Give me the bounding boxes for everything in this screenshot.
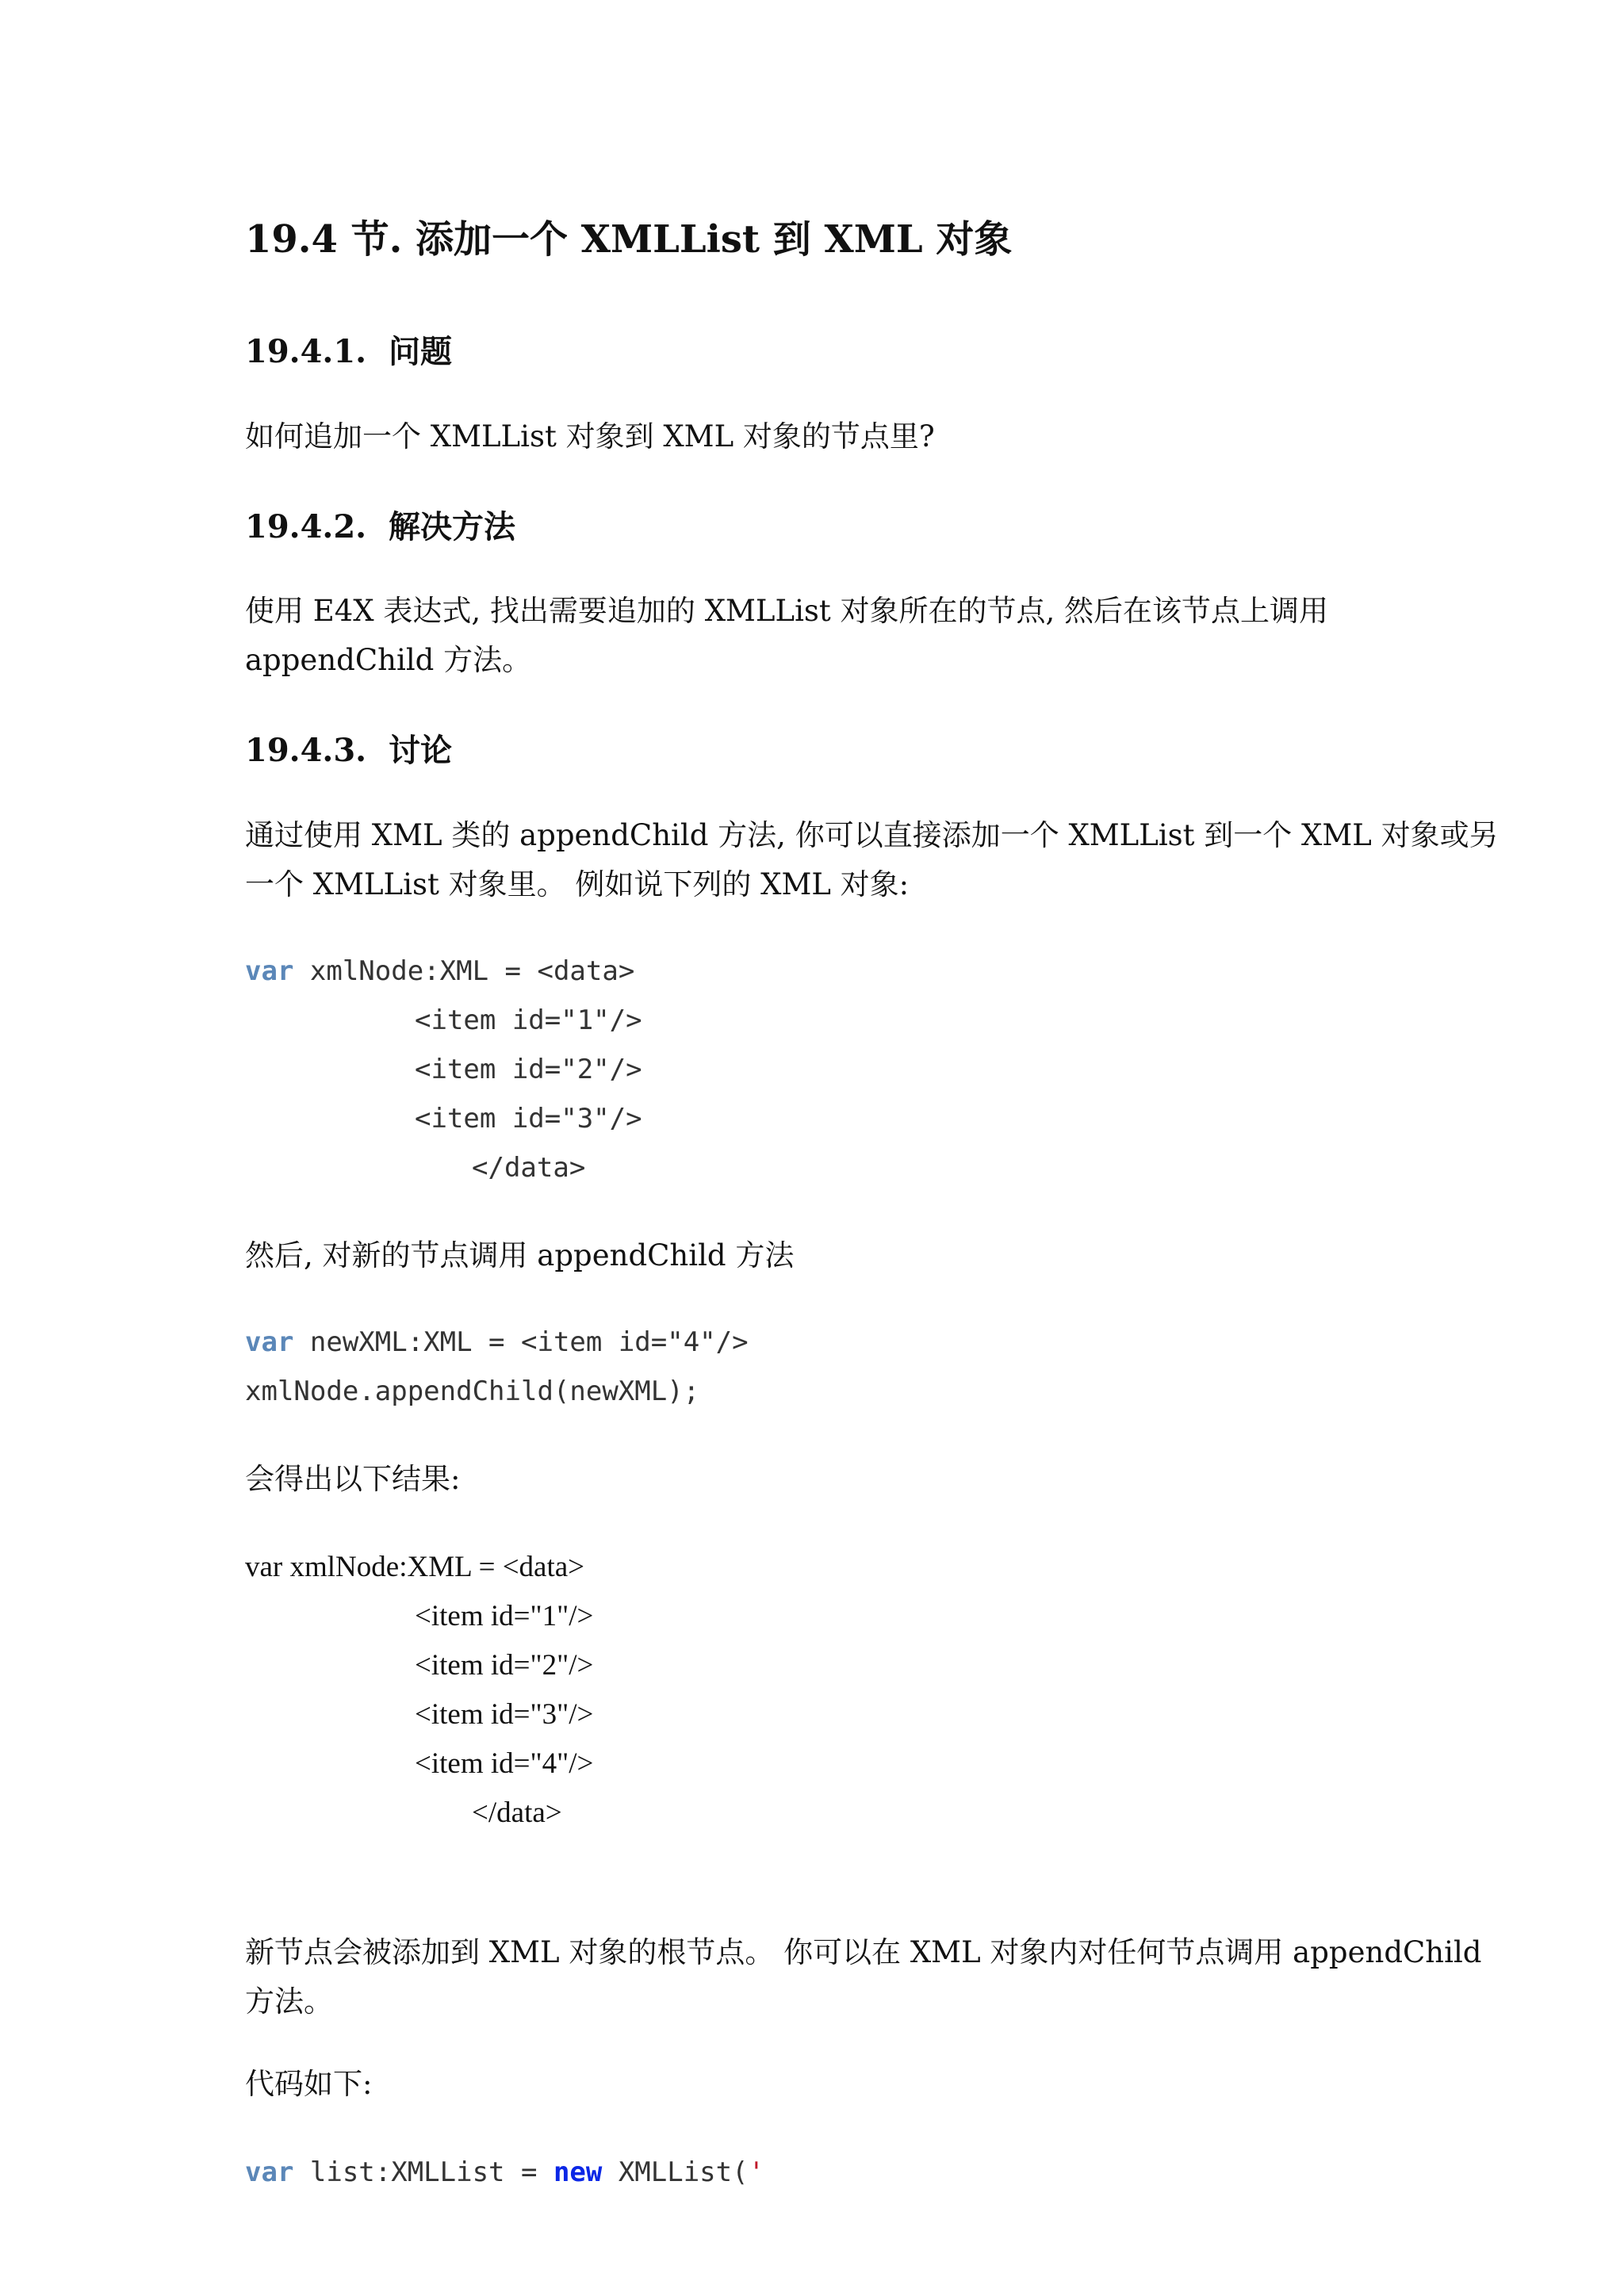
result-line5: <item id="4"/> xyxy=(415,1747,594,1780)
discussion-heading: 19.4.3. 讨论 xyxy=(245,732,452,769)
code1-line4: <item id="3"/> xyxy=(415,1103,642,1135)
code1-line5: </data> xyxy=(472,1152,586,1184)
discussion-para2: 然后, 对新的节点调用 appendChild 方法 xyxy=(245,1238,795,1272)
solution-text-line1: 使用 E4X 表达式, 找出需要追加的 XMLList 对象所在的节点, 然后在该节点上调用 xyxy=(245,594,1329,628)
result-line1: var xmlNode:XML = <data> xyxy=(245,1551,585,1583)
code3-line1 xyxy=(245,2156,764,2188)
code1-keyword: var xyxy=(245,955,294,987)
code2-line2: xmlNode.appendChild(newXML); xyxy=(245,1376,700,1407)
code2-line1-text: newXML:XML = <item id="4"/> xyxy=(293,1326,749,1358)
problem-text: 如何追加一个 XMLList 对象到 XML 对象的节点里? xyxy=(245,419,935,453)
code3-tail: XMLList( xyxy=(602,2156,749,2188)
code1-line1-text: xmlNode:XML = <data> xyxy=(293,955,635,987)
code2-keyword: var xyxy=(245,1326,294,1358)
result-line4: <item id="3"/> xyxy=(415,1698,594,1731)
code3-keyword-var: var xyxy=(245,2156,294,2188)
problem-heading: 19.4.1. 问题 xyxy=(245,333,452,370)
section-title: 19.4 节. 添加一个 XMLList 到 XML 对象 xyxy=(245,217,1013,262)
discussion-para3: 会得出以下结果: xyxy=(245,1462,461,1496)
code3-keyword-new: new xyxy=(553,2156,603,2188)
result-line3: <item id="2"/> xyxy=(415,1649,594,1682)
discussion-para1-line2: 一个 XMLList 对象里。 例如说下列的 XML 对象: xyxy=(245,867,910,901)
code3-mid: list:XMLList = xyxy=(293,2156,553,2188)
discussion-para4-line2: 方法。 xyxy=(245,1984,333,2019)
code1-line2: <item id="1"/> xyxy=(415,1004,642,1036)
code1-line3: <item id="2"/> xyxy=(415,1054,642,1085)
solution-text-line2: appendChild 方法。 xyxy=(245,643,532,677)
discussion-para1-line1: 通过使用 XML 类的 appendChild 方法, 你可以直接添加一个 XMLList 到一个 XML 对象或另 xyxy=(245,818,1499,852)
code3-quote: ' xyxy=(748,2156,765,2188)
solution-heading: 19.4.2. 解决方法 xyxy=(245,508,515,545)
discussion-para5: 代码如下: xyxy=(245,2067,373,2101)
discussion-para4-line1: 新节点会被添加到 XML 对象的根节点。 你可以在 XML 对象内对任何节点调用 appendChild xyxy=(245,1935,1482,1969)
code1-line1 xyxy=(245,955,634,987)
code2-line1 xyxy=(245,1326,749,1358)
result-line6: </data> xyxy=(472,1797,562,1829)
result-line2: <item id="1"/> xyxy=(415,1600,594,1632)
